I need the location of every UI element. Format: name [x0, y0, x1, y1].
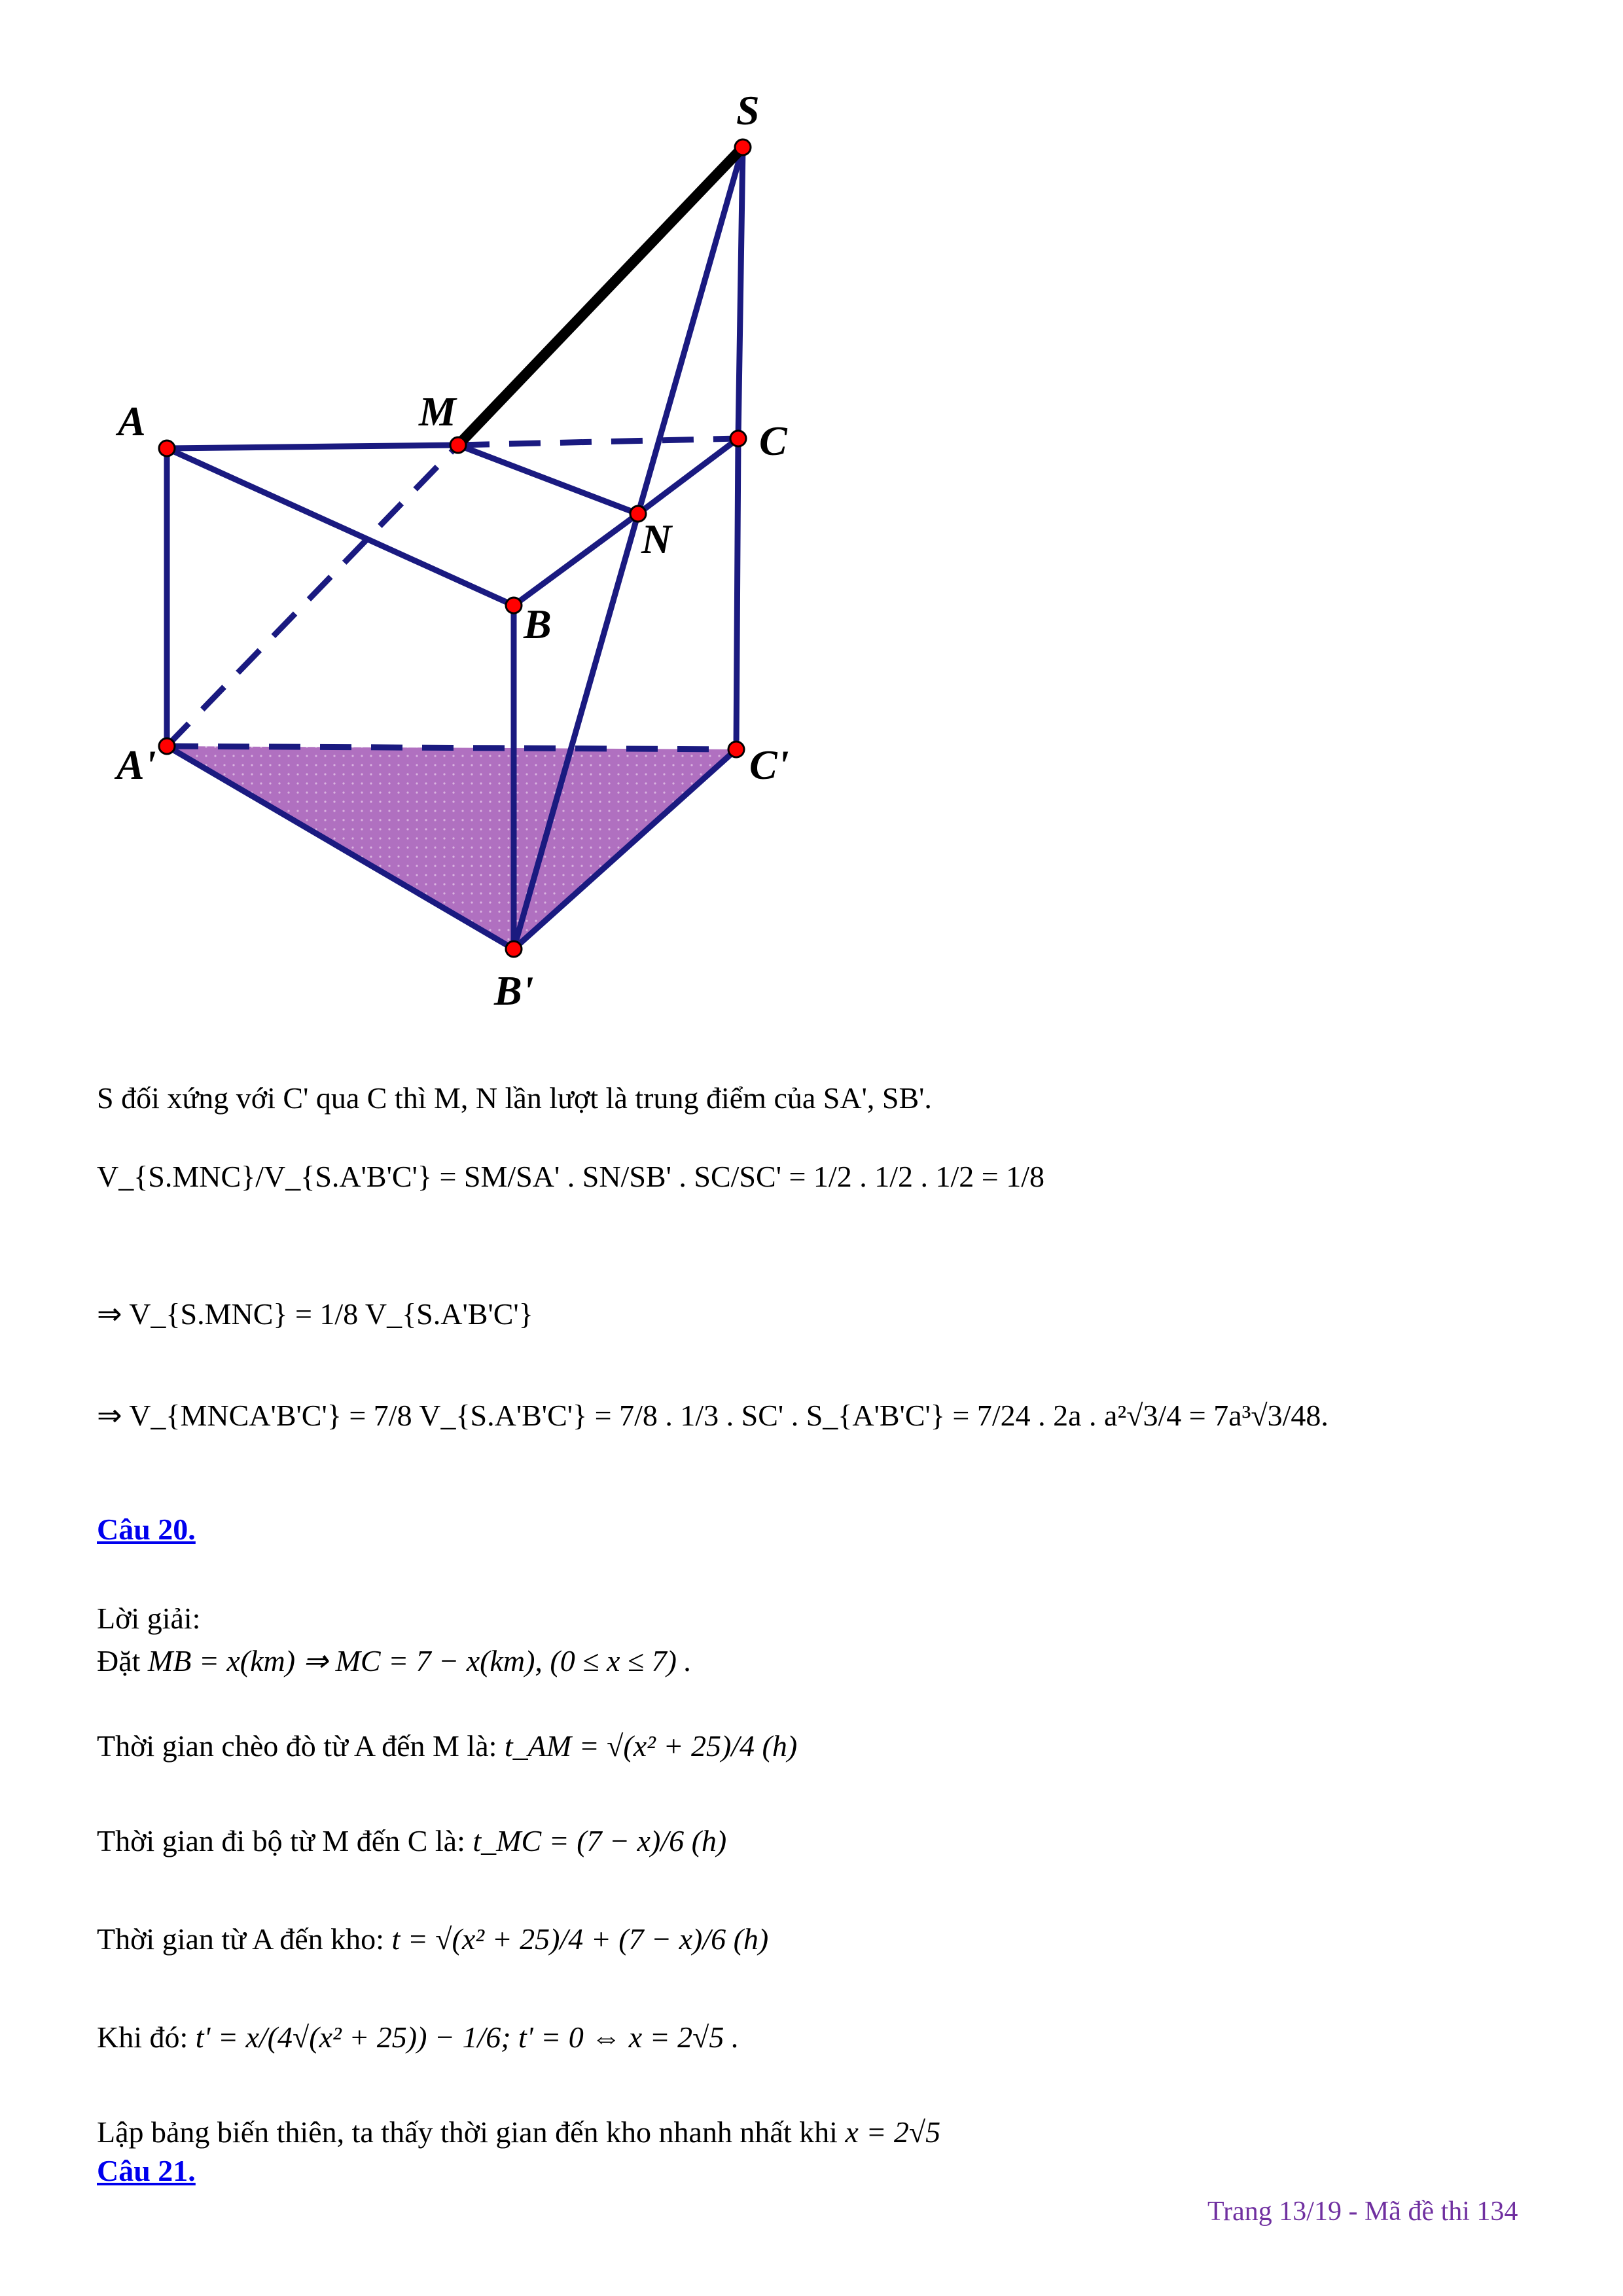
edge-MC	[458, 439, 738, 445]
edge-BN	[514, 514, 638, 605]
question-20-link[interactable]: Câu 20.	[97, 1513, 196, 1546]
time-am-math: t_AM = √(x² + 25)/4 (h)	[504, 1729, 798, 1763]
conclusion-math: x = 2√5	[845, 2115, 941, 2149]
solution-label: Lời giải:	[97, 1602, 201, 1635]
label-N: N	[641, 516, 672, 562]
time-am-row	[97, 1728, 797, 1764]
conclusion-row	[97, 2114, 940, 2150]
label-C2: C'	[749, 742, 789, 788]
time-total-math: t = √(x² + 25)/4 + (7 − x)/6 (h)	[391, 1922, 769, 1956]
label-S: S	[736, 87, 760, 134]
label-A2: A'	[116, 742, 156, 788]
time-mc-label: Thời gian đi bộ từ M đến C là:	[97, 1824, 465, 1857]
label-B2: B'	[494, 967, 534, 1014]
volume-equation-1: ⇒ V_{S.MNC} = 1/8 V_{S.A'B'C'}	[97, 1297, 533, 1331]
derivative-row	[97, 2019, 739, 2055]
edge-AM	[167, 445, 458, 448]
label-C: C	[759, 418, 787, 464]
set-line-math: MB = x(km) ⇒ MC = 7 − x(km), (0 ≤ x ≤ 7) .	[147, 1644, 692, 1677]
edge-MN	[458, 445, 638, 514]
volume-equation-2: ⇒ V_{MNCA'B'C'} = 7/8 V_{S.A'B'C'} = 7/8 . 1/3 . SC' . S_{A'B'C'} = 7/24 . 2a . a²√3/4 = 7a³√3/48.	[97, 1399, 1329, 1432]
set-line	[97, 1643, 692, 1679]
edge-NC	[638, 439, 738, 514]
label-B: B	[524, 601, 552, 647]
label-A: A	[118, 398, 146, 444]
time-mc-math: t_MC = (7 − x)/6 (h)	[473, 1824, 727, 1857]
point-C2	[728, 742, 744, 757]
point-A2	[159, 738, 175, 754]
derivative-label: Khi đó:	[97, 2020, 188, 2054]
label-M: M	[419, 388, 456, 435]
point-B	[506, 598, 522, 613]
point-S	[735, 139, 751, 155]
time-total-row	[97, 1921, 768, 1957]
point-B2	[506, 941, 522, 957]
question-21-link[interactable]: Câu 21.	[97, 2154, 196, 2187]
edge-A2M	[167, 445, 458, 746]
symmetry-line: S đối xứng với C' qua C thì M, N lần lượt là trung điểm của SA', SB'.	[97, 1081, 932, 1115]
time-mc-row	[97, 1823, 726, 1859]
edge-SC	[738, 147, 743, 439]
edge-CC2	[736, 439, 738, 749]
prism-figure	[0, 0, 1623, 1047]
time-am-label: Thời gian chèo đò từ A đến M là:	[97, 1729, 497, 1763]
derivative-math: t' = x/(4√(x² + 25)) − 1/6; t' = 0 ⇔ x = 2√5 .	[195, 2020, 740, 2054]
set-line-prefix: Đặt	[97, 1644, 141, 1677]
edge-AB	[167, 448, 514, 605]
base-triangle	[167, 746, 736, 949]
point-C	[730, 431, 746, 446]
time-total-label: Thời gian từ A đến kho:	[97, 1922, 384, 1956]
point-M	[450, 437, 466, 453]
page-footer: Trang 13/19 - Mã đề thi 134	[1207, 2197, 1518, 2227]
point-A	[159, 440, 175, 456]
conclusion-text: Lập bảng biến thiên, ta thấy thời gian đến kho nhanh nhất khi	[97, 2115, 838, 2149]
ratio-equation: V_{S.MNC}/V_{S.A'B'C'} = SM/SA' . SN/SB' . SC/SC' = 1/2 . 1/2 . 1/2 = 1/8	[97, 1160, 1044, 1193]
